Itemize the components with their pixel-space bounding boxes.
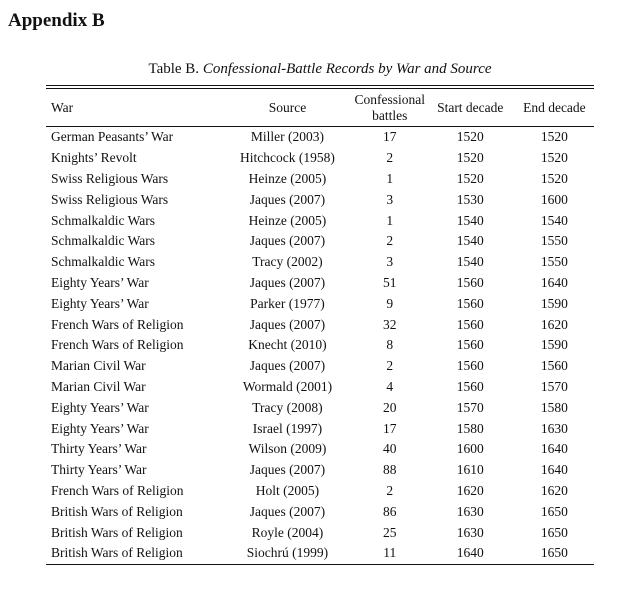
start-decade-cell: 1560 — [456, 274, 484, 290]
confessional-battles-cell: 1 — [386, 170, 394, 186]
confessional-battles-cell: 86 — [382, 503, 397, 519]
start-decade-cell: 1570 — [456, 399, 484, 415]
table-row — [46, 356, 594, 377]
end-decade-cell: 1630 — [540, 420, 568, 436]
table-row — [46, 273, 594, 294]
table-row — [46, 501, 594, 522]
table-row — [46, 189, 594, 210]
end-decade-cell: 1540 — [540, 212, 568, 228]
confessional-battles-cell: 17 — [382, 420, 397, 436]
war-cell: Eighty Years’ War — [51, 399, 149, 415]
source-cell: Israel (1997) — [252, 420, 323, 436]
end-decade-cell: 1520 — [540, 170, 568, 186]
war-cell: Swiss Religious Wars — [51, 191, 169, 207]
war-cell: Knights’ Revolt — [51, 150, 137, 166]
records-table-container — [46, 85, 594, 565]
confessional-battles-cell: 32 — [382, 316, 397, 332]
source-cell: Holt (2005) — [255, 482, 320, 498]
source-cell: Jaques (2007) — [249, 358, 326, 374]
source-cell: Royle (2004) — [251, 524, 324, 540]
end-decade-cell: 1590 — [540, 295, 568, 311]
start-decade-cell: 1540 — [456, 212, 484, 228]
column-header-end-decade: End decade — [515, 89, 594, 127]
end-decade-cell: 1550 — [540, 233, 568, 249]
war-cell: British Wars of Religion — [51, 524, 183, 540]
table-row — [46, 127, 594, 148]
table-row — [46, 148, 594, 169]
end-decade-cell: 1640 — [540, 462, 568, 478]
start-decade-cell: 1640 — [426, 543, 515, 564]
war-cell: Schmalkaldic Wars — [51, 254, 156, 270]
confessional-battles-cell: 2 — [386, 233, 394, 249]
start-decade-cell: 1600 — [456, 441, 484, 457]
source-cell: Jaques (2007) — [249, 274, 326, 290]
start-decade-cell: 1540 — [456, 254, 484, 270]
start-decade-cell: 1520 — [456, 170, 484, 186]
end-decade-cell: 1580 — [540, 399, 568, 415]
table-row — [46, 169, 594, 190]
table-header — [46, 89, 594, 127]
source-cell: Tracy (2002) — [252, 254, 323, 270]
end-decade-cell: 1550 — [540, 254, 568, 270]
source-cell: Siochrú (1999) — [221, 543, 354, 564]
column-header-war: War — [46, 89, 221, 127]
table-row — [46, 335, 594, 356]
source-cell: Jaques (2007) — [249, 316, 326, 332]
source-cell: Tracy (2008) — [252, 399, 323, 415]
war-cell: Eighty Years’ War — [51, 274, 149, 290]
confessional-battles-cell: 51 — [382, 274, 397, 290]
war-cell: Marian Civil War — [51, 378, 146, 394]
confessional-battles-cell: 20 — [382, 399, 397, 415]
table-row — [46, 543, 594, 564]
table-row — [46, 418, 594, 439]
table-body — [46, 127, 594, 565]
end-decade-cell: 1650 — [515, 543, 594, 564]
source-cell: Heinze (2005) — [248, 212, 327, 228]
start-decade-cell: 1630 — [456, 503, 484, 519]
confessional-battles-cell: 2 — [386, 482, 394, 498]
confessional-battles-cell: 88 — [382, 462, 397, 478]
source-cell: Jaques (2007) — [249, 233, 326, 249]
end-decade-cell: 1640 — [540, 274, 568, 290]
table-row — [46, 314, 594, 335]
end-decade-cell: 1650 — [540, 524, 568, 540]
table-row — [46, 377, 594, 398]
table-row — [46, 397, 594, 418]
source-cell: Wormald (2001) — [242, 378, 333, 394]
source-cell: Hitchcock (1958) — [240, 150, 335, 166]
confessional-battles-cell: 2 — [386, 358, 394, 374]
confessional-battles-cell: 3 — [386, 254, 394, 270]
war-cell: Eighty Years’ War — [51, 420, 149, 436]
war-cell: Thirty Years’ War — [51, 441, 147, 457]
column-header-source: Source — [221, 89, 354, 127]
end-decade-cell: 1600 — [540, 191, 568, 207]
war-cell: Swiss Religious Wars — [51, 170, 169, 186]
table-row — [46, 210, 594, 231]
table-row — [46, 231, 594, 252]
source-cell: Jaques (2007) — [249, 191, 326, 207]
war-cell: Thirty Years’ War — [51, 462, 147, 478]
end-decade-cell: 1520 — [540, 129, 568, 145]
war-cell: Schmalkaldic Wars — [51, 212, 156, 228]
source-cell: Jaques (2007) — [249, 503, 326, 519]
war-cell: British Wars of Religion — [51, 503, 183, 519]
start-decade-cell: 1560 — [456, 378, 484, 394]
column-header-confessional-battles: Confessional battles — [354, 89, 426, 127]
start-decade-cell: 1610 — [456, 462, 484, 478]
start-decade-cell: 1620 — [456, 482, 484, 498]
table-caption-title: Confessional-Battle Records by War and Source — [202, 61, 492, 77]
source-cell: Jaques (2007) — [249, 462, 326, 478]
header-row — [46, 89, 594, 127]
start-decade-cell: 1560 — [456, 337, 484, 353]
war-cell: British Wars of Religion — [46, 543, 221, 564]
start-decade-cell: 1580 — [456, 420, 484, 436]
column-header-start-decade: Start decade — [426, 89, 515, 127]
end-decade-cell: 1620 — [540, 482, 568, 498]
end-decade-cell: 1640 — [540, 441, 568, 457]
source-cell: Knecht (2010) — [248, 337, 327, 353]
end-decade-cell: 1590 — [540, 337, 568, 353]
start-decade-cell: 1540 — [456, 233, 484, 249]
source-cell: Parker (1977) — [250, 295, 325, 311]
confessional-battles-cell: 40 — [382, 441, 397, 457]
table-row — [46, 522, 594, 543]
confessional-battles-cell: 11 — [354, 543, 426, 564]
war-cell: German Peasants’ War — [51, 129, 174, 145]
start-decade-cell: 1560 — [456, 316, 484, 332]
confessional-battles-cell: 8 — [386, 337, 394, 353]
end-decade-cell: 1560 — [540, 358, 568, 374]
records-table — [46, 89, 594, 565]
source-cell: Heinze (2005) — [248, 170, 327, 186]
confessional-battles-cell: 1 — [386, 212, 394, 228]
start-decade-cell: 1520 — [456, 129, 484, 145]
table-row — [46, 481, 594, 502]
war-cell: Eighty Years’ War — [51, 295, 149, 311]
end-decade-cell: 1570 — [540, 378, 568, 394]
start-decade-cell: 1560 — [456, 295, 484, 311]
confessional-battles-cell: 3 — [386, 191, 394, 207]
start-decade-cell: 1520 — [456, 150, 484, 166]
source-cell: Miller (2003) — [250, 129, 325, 145]
table-row — [46, 293, 594, 314]
confessional-battles-cell: 17 — [382, 129, 397, 145]
table-row — [46, 460, 594, 481]
confessional-battles-cell: 4 — [386, 378, 394, 394]
war-cell: French Wars of Religion — [51, 482, 184, 498]
appendix-heading: Appendix B — [8, 10, 105, 31]
war-cell: French Wars of Religion — [51, 316, 184, 332]
table-caption — [40, 59, 600, 79]
confessional-battles-cell: 2 — [386, 150, 394, 166]
confessional-battles-cell: 9 — [386, 295, 394, 311]
end-decade-cell: 1620 — [540, 316, 568, 332]
table-row — [46, 252, 594, 273]
confessional-battles-cell: 25 — [382, 524, 397, 540]
war-cell: Schmalkaldic Wars — [51, 233, 156, 249]
start-decade-cell: 1560 — [456, 358, 484, 374]
war-cell: Marian Civil War — [51, 358, 146, 374]
end-decade-cell: 1520 — [540, 150, 568, 166]
start-decade-cell: 1530 — [456, 191, 484, 207]
start-decade-cell: 1630 — [456, 524, 484, 540]
table-row — [46, 439, 594, 460]
end-decade-cell: 1650 — [540, 503, 568, 519]
source-cell: Wilson (2009) — [248, 441, 327, 457]
war-cell: French Wars of Religion — [51, 337, 184, 353]
table-caption-label: Table B. — [148, 61, 200, 77]
